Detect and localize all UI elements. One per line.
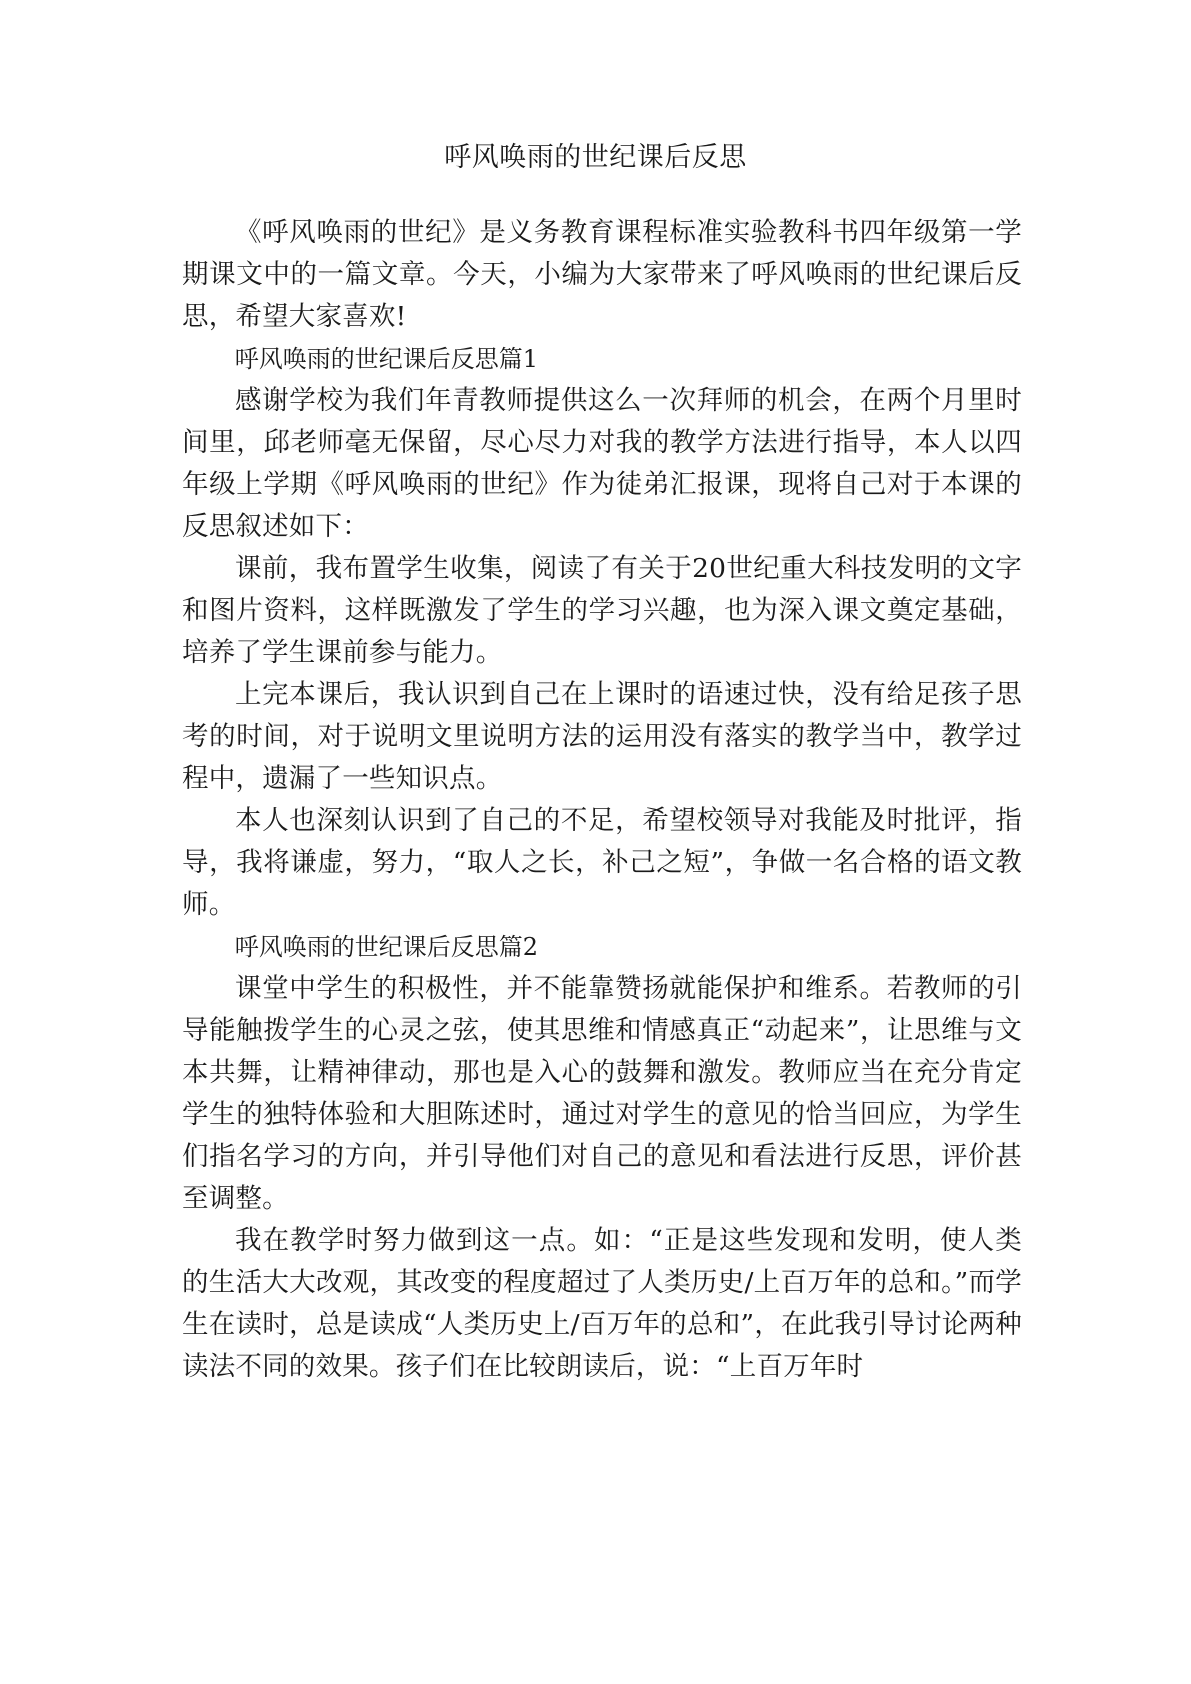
section-heading-2: 呼风唤雨的世纪课后反思篇2 (234, 933, 539, 961)
paragraph: 我在教学时努力做到这一点。如：“正是这些发现和发明，使人类的生活大大改观，其改变的程度超过了人类历史/上百万年的总和。”而学生在读时，总是读成“人类历史上/百万年的总和”，在此我引导讨论两种读法不同的效果。孩子们在比较朗读后，说：“上百万年时 (182, 1225, 1022, 1382)
section-heading-1: 呼风唤雨的世纪课后反思篇1 (234, 345, 539, 373)
document-title: 呼风唤雨的世纪课后反思 (444, 142, 747, 173)
paragraph: 感谢学校为我们年青教师提供这么一次拜师的机会，在两个月里时间里，邱老师毫无保留，尽心尽力对我的教学方法进行指导，本人以四年级上学期《呼风唤雨的世纪》作为徒弟汇报课，现将自己对于本课的反思叙述如下： (182, 385, 1022, 542)
paragraph: 课堂中学生的积极性，并不能靠赞扬就能保护和维系。若教师的引导能触拨学生的心灵之弦，使其思维和情感真正“动起来”，让思维与文本共舞，让精神律动，那也是入心的鼓舞和激发。教师应当在充分肯定学生的独特体验和大胆陈述时，通过对学生的意见的恰当回应，为学生们指名学习的方向，并引导他们对自己的意见和看法进行反思，评价甚至调整。 (182, 973, 1022, 1214)
paragraph-intro: 《呼风唤雨的世纪》是义务教育课程标准实验教科书四年级第一学期课文中的一篇文章。今天，小编为大家带来了呼风唤雨的世纪课后反思，希望大家喜欢! (182, 217, 1022, 332)
document-body (182, 212, 1022, 1388)
paragraph: 上完本课后，我认识到自己在上课时的语速过快，没有给足孩子思考的时间，对于说明文里说明方法的运用没有落实的教学当中，教学过程中，遗漏了一些知识点。 (182, 679, 1022, 794)
paragraph: 本人也深刻认识到了自己的不足，希望校领导对我能及时批评，指导，我将谦虚，努力，“取人之长，补己之短”，争做一名合格的语文教师。 (182, 805, 1022, 920)
paragraph: 课前，我布置学生收集，阅读了有关于20世纪重大科技发明的文字和图片资料，这样既激发了学生的学习兴趣，也为深入课文奠定基础，培养了学生课前参与能力。 (182, 553, 1022, 668)
